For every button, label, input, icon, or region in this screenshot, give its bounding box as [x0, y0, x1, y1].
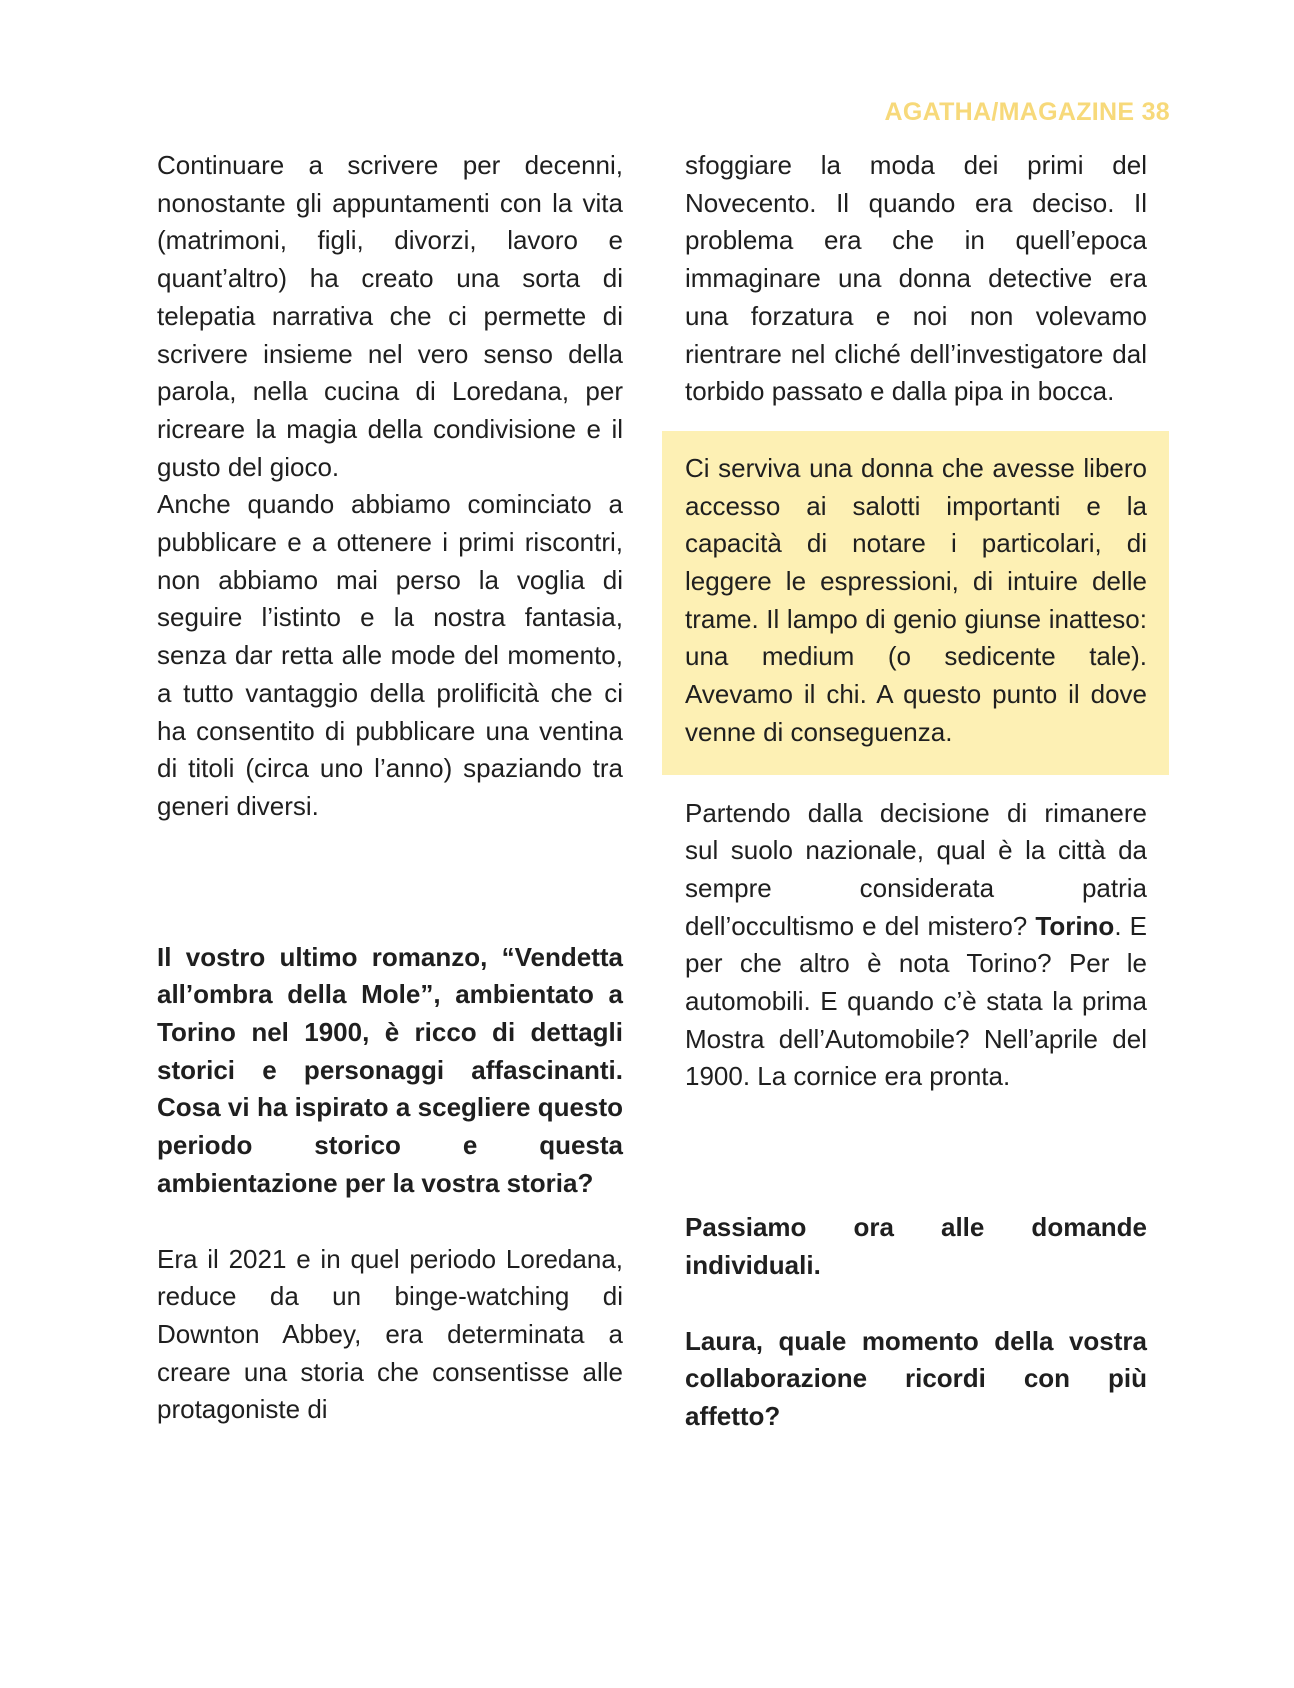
interview-question-3: Laura, quale momento della vostra collaborazione ricordi con più affetto?: [685, 1325, 1147, 1431]
highlight-text: Ci serviva una donna che avesse libero accesso ai salotti importanti e la capacità di notare i particolari, di leggere le espressioni, di intuire delle trame. Il lampo di genio giunse inatteso: una medium (o sedicente tale). Avevamo il chi. A questo punto il dove venne di conseguenza.: [685, 452, 1147, 747]
left-paragraph-2: Anche quando abbiamo cominciato a pubblicare e a ottenere i primi riscontri, non abbiamo mai perso la voglia di seguire l’istinto e la nostra fantasia, senza dar retta alle mode del momento, a tutto vantaggio della prolificità che ci ha consentito di pubblicare una ventina di titoli (circa uno l’anno) spaziando tra generi diversi.: [157, 489, 623, 821]
right-paragraph-2: [685, 795, 1147, 1097]
interview-question-2: Passiamo ora alle domande individuali.: [685, 1212, 1147, 1280]
left-paragraph-3: Era il 2021 e in quel periodo Loredana, reduce da un binge-watching di Downton Abbey, era determinata a creare una storia che consentisse alle protagoniste di: [157, 1243, 623, 1425]
interview-question-1: Il vostro ultimo romanzo, “Vendetta all’ombra della Mole”, ambientato a Torino nel 1900, è ricco di dettagli storici e personaggi affascinanti. Cosa vi ha ispirato a scegliere questo periodo storico e questa ambientazione per la vostra storia?: [157, 941, 623, 1198]
right-paragraph-2-end: . E per che altro è nota Torino? Per le automobili. E quando c’è stata la prima Mostra dell’Automobile? Nell’aprile del 1900. La cornice era pronta.: [685, 910, 1148, 1092]
left-column: [157, 147, 623, 1429]
right-column: [685, 147, 1147, 1436]
spacer: [157, 1203, 623, 1241]
right-paragraph-2-start: Partendo dalla decisione di rimanere sul suolo nazionale, qual è la città da sempre considerata patria dell’occultismo e del mistero?: [685, 797, 1147, 941]
right-paragraph-1: sfoggiare la moda dei primi del Novecento. Il quando era deciso. Il problema era che in quell’epoca immaginare una donna detective era una forzatura e noi non volevamo rientrare nel cliché dell’investigatore dal torbido passato e dalla pipa in bocca.: [685, 150, 1147, 407]
torino-emphasis: Torino: [1035, 910, 1115, 941]
spacer: [157, 826, 623, 939]
left-paragraph-1: Continuare a scrivere per decenni, nonostante gli appuntamenti con la vita (matrimoni, figli, divorzi, lavoro e quant’altro) ha creato una sorta di telepatia narrativa che ci permette di scrivere insieme nel vero senso della parola, nella cucina di Loredana, per ricreare la magia della condivisione e il gusto del gioco.: [157, 150, 623, 482]
spacer: [685, 1096, 1147, 1209]
highlight-box: [662, 431, 1169, 775]
spacer: [685, 1285, 1147, 1323]
magazine-header: AGATHA/MAGAZINE 38: [884, 98, 1170, 126]
